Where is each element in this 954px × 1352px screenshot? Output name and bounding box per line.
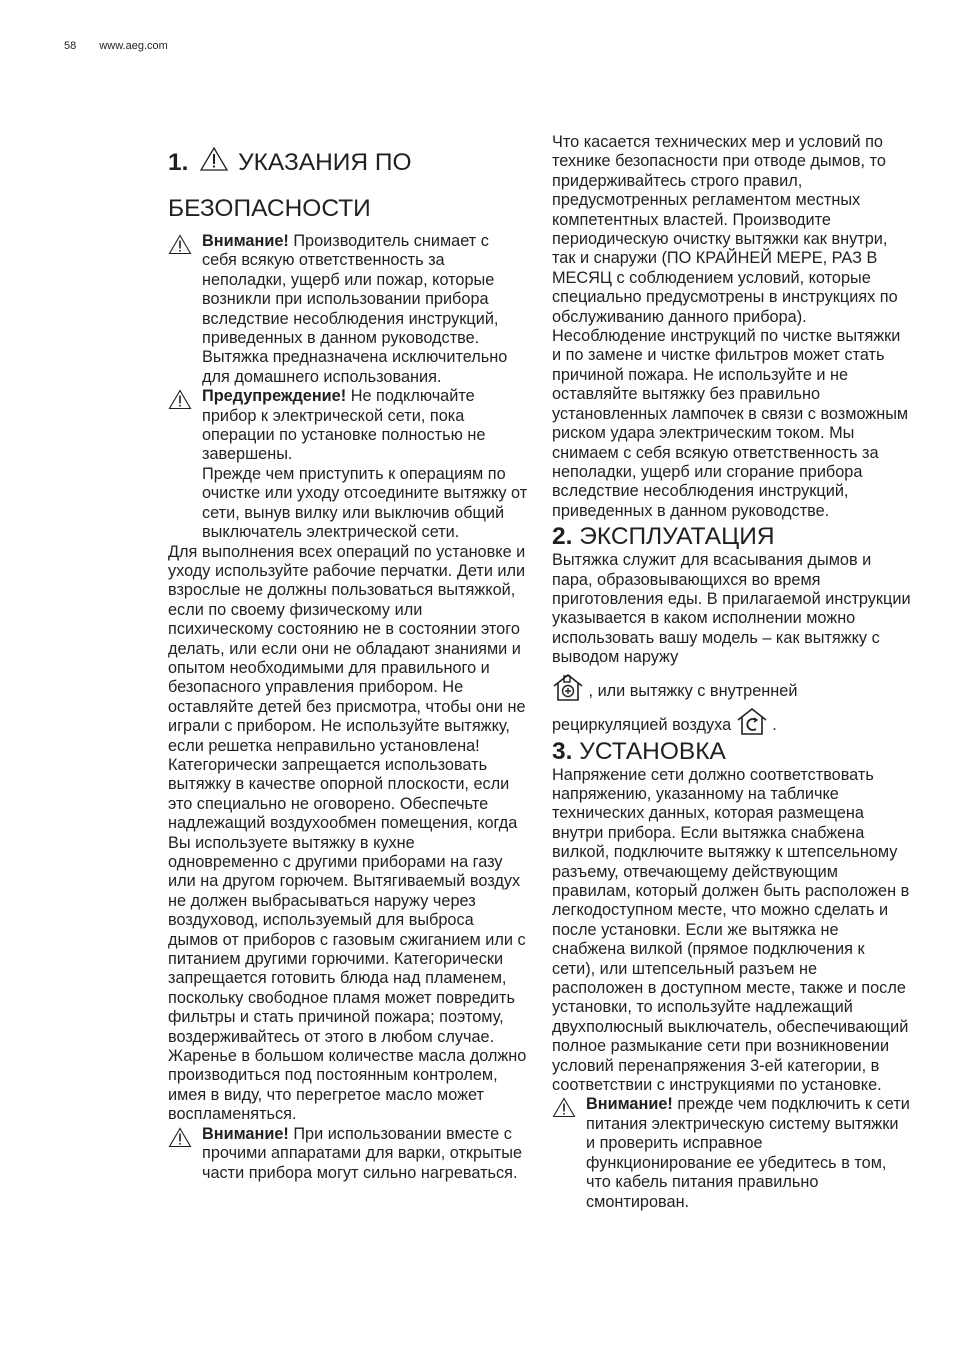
section3-text: Напряжение сети должно соответствовать напряжению, указанному на табличке технических данных, которая размещена внутри прибора. Если вытяжка снабжена вилкой, подключите вытяжку к штепсельному разъему, отвечающему действующим правилам, который должен быть расположен в легкодоступном месте, что можно сделать и после установки. Если же вытяжка не снабжена вилкой (прямое подключения к сети), или штепсельный разъем не расположен в доступном месте, также и после установки, то используйте надлежащий двухполюсный выключатель, обеспечивающий полное размыкание сети при возникновении условий перенапряжения 3-ей категории, в соответствии с инструкциями по установке. — [552, 765, 910, 1095]
section2-exhaust-line — [552, 672, 912, 702]
section1-body: Для выполнения всех операций по установке и уходу используйте рабочие перчатки. Дети или взрослые не должны пользоваться вытяжкой, если по своему физическому или психическому состоянию не в состоянии этого делать, или если они не обладают знаниями и опытом необходимыми для правильного и безопасного управления прибором. Не оставляйте детей без присмотра, чтобы они не играли с прибором. Не используйте вытяжку, если решетка неправильно установлена! Категорически запрещается использовать вытяжку в качестве опорной плоскости, если это специально не оговорено. Обеспечьте надлежащий воздухообмен помещения, когда Вы используете вытяжку в кухне одновременно с другими приборами на газу или на другом горючем. Вытягиваемый воздух не должен выбрасываться наружу через воздуховод, используемый для выброса дымов от приборов с газовым сжиганием или с питанием другими горючими. Категорически запрещается готовить блюда над пламенем, поскольку свободное пламя может повредить фильтры и стать причиной пожара; поэтому, воздерживайтесь от этого в любом случае. Жаренье в большом количестве масла должно производиться под постоянным контролем, имея в виду, что перегретое масло может воспламеняться. — [168, 542, 527, 1124]
warning4-text: прежде чем подключить к сети питания электрическую систему вытяжки и проверить исправное функционирование ее убедитесь в том, что кабель питания правильно смонтирован. — [586, 1095, 910, 1211]
page-header — [64, 40, 168, 52]
recirculation-mode-icon — [736, 706, 768, 736]
section2-heading — [552, 523, 912, 551]
left-column — [168, 140, 528, 1183]
section2-text-end: . — [767, 715, 777, 734]
warning-triangle-icon — [168, 1127, 192, 1148]
warning2-text: Не подключайте прибор к электрической сети, пока операции по установке полностью не завершены. — [202, 387, 486, 464]
warning-triangle-icon — [168, 234, 192, 255]
warning1-text: Производитель снимает с себя всякую ответственность за неполадки, ущерб или пожар, которые возникли при использовании прибора вследствие несоблюдения инструкций, приведенных в данном руководстве. Вытяжка предназначена исключительно для домашнего использования. — [202, 232, 508, 386]
warning-triangle-icon — [552, 1097, 576, 1118]
section2-recirc-line — [552, 706, 912, 736]
section3-number: 3. — [552, 737, 573, 765]
right-column — [552, 133, 912, 1212]
section1-number: 1. — [168, 149, 189, 176]
section2-title: ЭКСПЛУАТАЦИЯ — [579, 523, 775, 551]
section3-heading — [552, 738, 912, 766]
section1-title-line1: УКАЗАНИЯ ПО — [238, 149, 412, 176]
warning3-label: Внимание! — [202, 1124, 289, 1143]
page-number: 58 — [64, 40, 77, 52]
section3-title: УСТАНОВКА — [579, 737, 726, 765]
warning-block-4 — [552, 1095, 912, 1211]
warning-block-3 — [168, 1125, 528, 1183]
warning4-label: Внимание! — [586, 1095, 673, 1114]
section2-text-after-icon: , или вытяжку с внутренней — [584, 681, 798, 700]
section2-recirc-text: рециркуляцией воздуха — [552, 715, 736, 734]
warning2-text2: Прежде чем приступить к операциям по очистке или уходу отсоедините вытяжку от сети, вынув вилку или выключив общий выключатель электрической сети. — [202, 464, 528, 542]
warning2-label: Предупреждение! — [202, 387, 347, 406]
warning-triangle-icon — [168, 389, 192, 410]
warning-triangle-icon — [199, 146, 229, 172]
warning3-text: При использовании вместе с прочими аппаратами для варки, открытые части прибора могут сильно нагреваться. — [202, 1124, 523, 1182]
right-intro: Что касается технических мер и условий по технике безопасности при отводе дымов, то придерживайтесь строго правил, предусмотренных регламентом местных компетентных властей. Производите периодическую очистку вытяжки как внутри, так и снаружи (ПО КРАЙНЕЙ МЕРЕ, РАЗ В МЕСЯЦ с соблюдением условий, которые специально предусмотрены в инструкциях по обслуживанию данного прибора). Несоблюдение инструкций по чистке вытяжки и по замене и чистке фильтров может стать причиной пожара. Не используйте и не оставляйте вытяжку без правильно установленных лампочек в связи с возможным риском удара электрическим током. Мы снимаем с себя всякую ответственность за неполадки, ущерб или сгорание прибора вследствие несоблюдения инструкций, приведенных в данном руководстве. — [552, 133, 909, 520]
warning-block-1 — [168, 232, 528, 387]
section2-number: 2. — [552, 523, 573, 551]
warning1-label: Внимание! — [202, 232, 289, 250]
section1-heading — [168, 140, 528, 232]
header-url: www.aeg.com — [99, 40, 168, 52]
exhaust-mode-icon — [552, 672, 584, 702]
warning-block-2 — [168, 387, 528, 542]
section1-title-line2: БЕЗОПАСНОСТИ — [168, 195, 371, 222]
section2-text: Вытяжка служит для всасывания дымов и пара, образовывающихся во время приготовления еды. В прилагаемой инструкции указывается в каком исполнении можно использовать вашу модель – как вытяжку с выводом наружу — [552, 551, 911, 667]
